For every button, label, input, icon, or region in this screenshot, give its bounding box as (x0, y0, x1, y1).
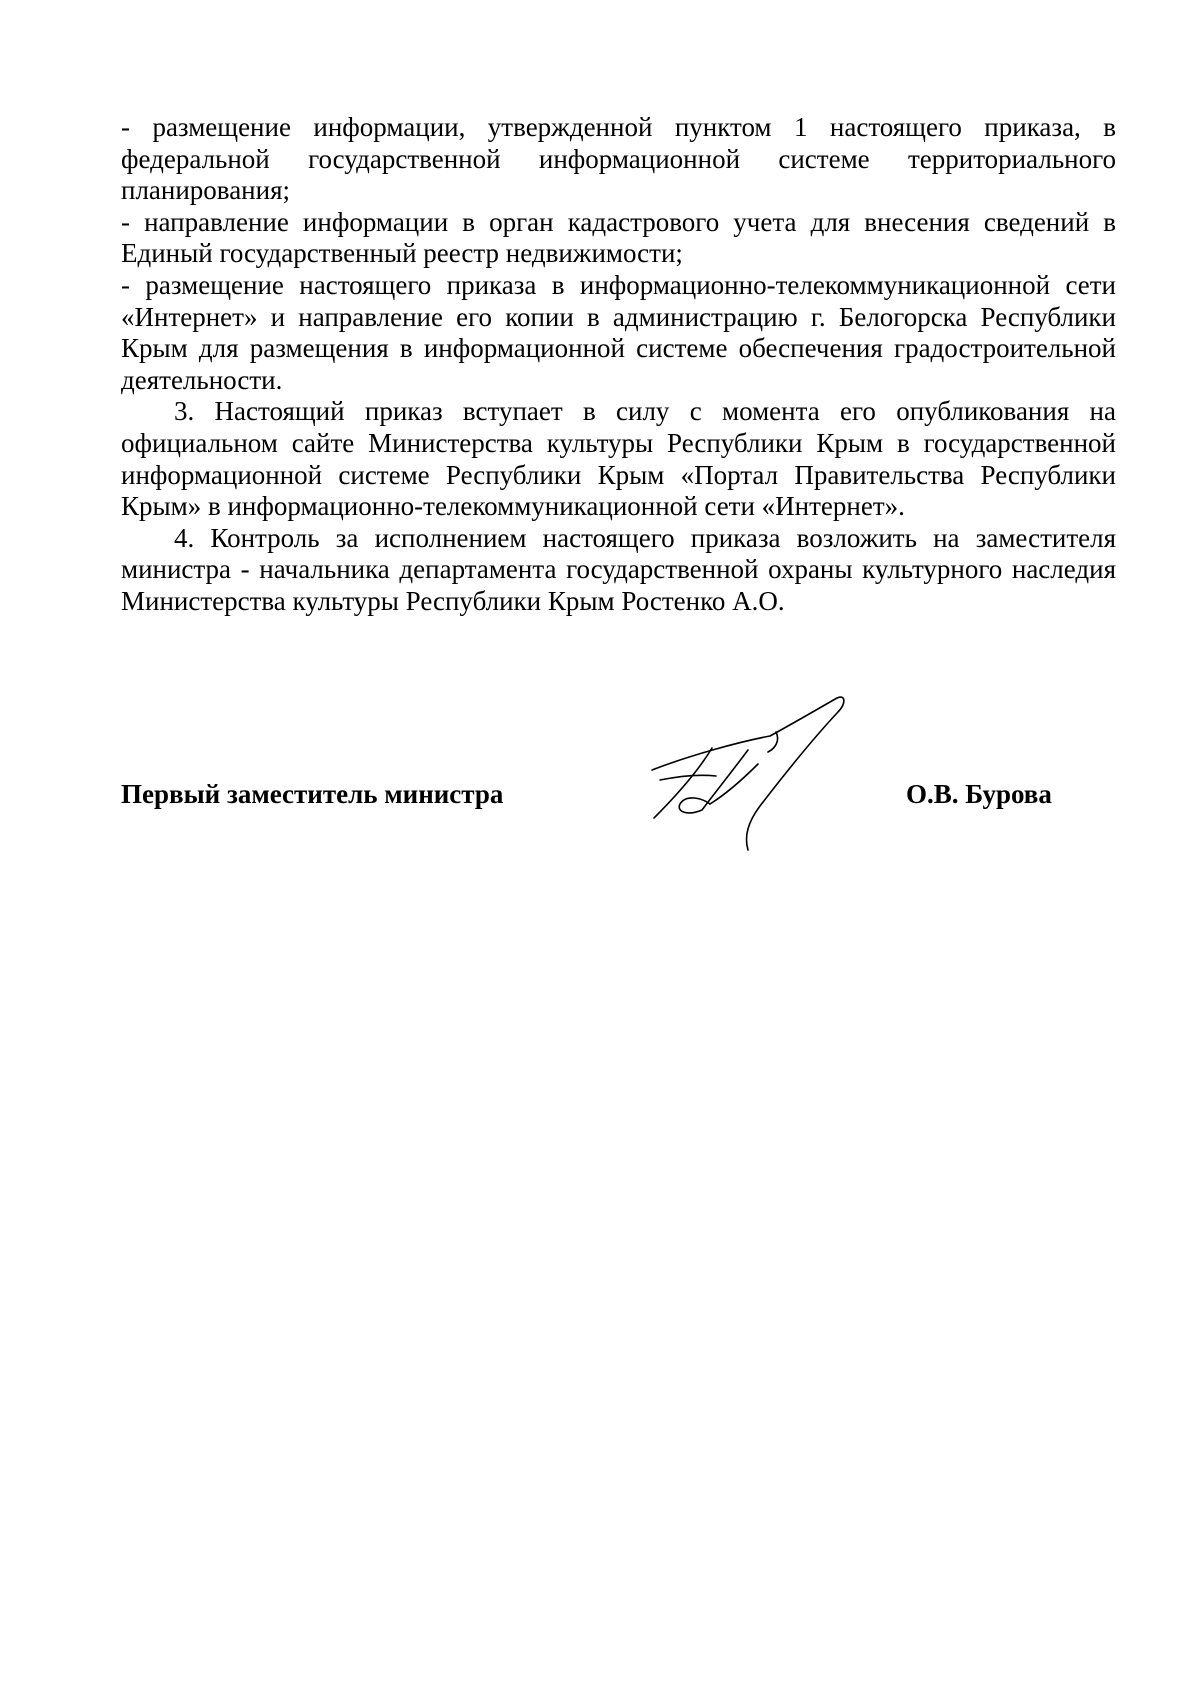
document-body (121, 112, 1116, 618)
paragraph-item-4: 4. Контроль за исполнением настоящего приказа возложить на заместителя министра - начальника департамента государственной охраны культурного наследия Министерства культуры Республики Крым Ростенко А.О. (121, 522, 1116, 616)
signatory-position-title: Первый заместитель министра (121, 779, 504, 809)
signatory-name: О.В. Бурова (906, 779, 1052, 809)
paragraph-item-3: 3. Настоящий приказ вступает в силу с момента его опубликования на официальном сайте Министерства культуры Республики Крым в государственной информационной системе Республики Крым «Портал Правительства Республики Крым» в информационно-телекоммуникационной сети «Интернет». (121, 396, 1116, 522)
handwritten-signature-icon (640, 694, 890, 854)
paragraph-placement-fgis: - размещение информации, утвержденной пунктом 1 настоящего приказа, в федеральной государственной информационной системе территориального планирования; (121, 112, 1116, 206)
paragraph-internet-placement: - размещение настоящего приказа в информационно-телекоммуникационной сети «Интернет» и направление его копии в администрацию г. Белогорска Республики Крым для размещения в информационной системе обеспечения градостроительной деятельности. (121, 269, 1116, 395)
paragraph-cadastral-direction: - направление информации в орган кадастрового учета для внесения сведений в Единый государственный реестр недвижимости; (121, 206, 1116, 269)
